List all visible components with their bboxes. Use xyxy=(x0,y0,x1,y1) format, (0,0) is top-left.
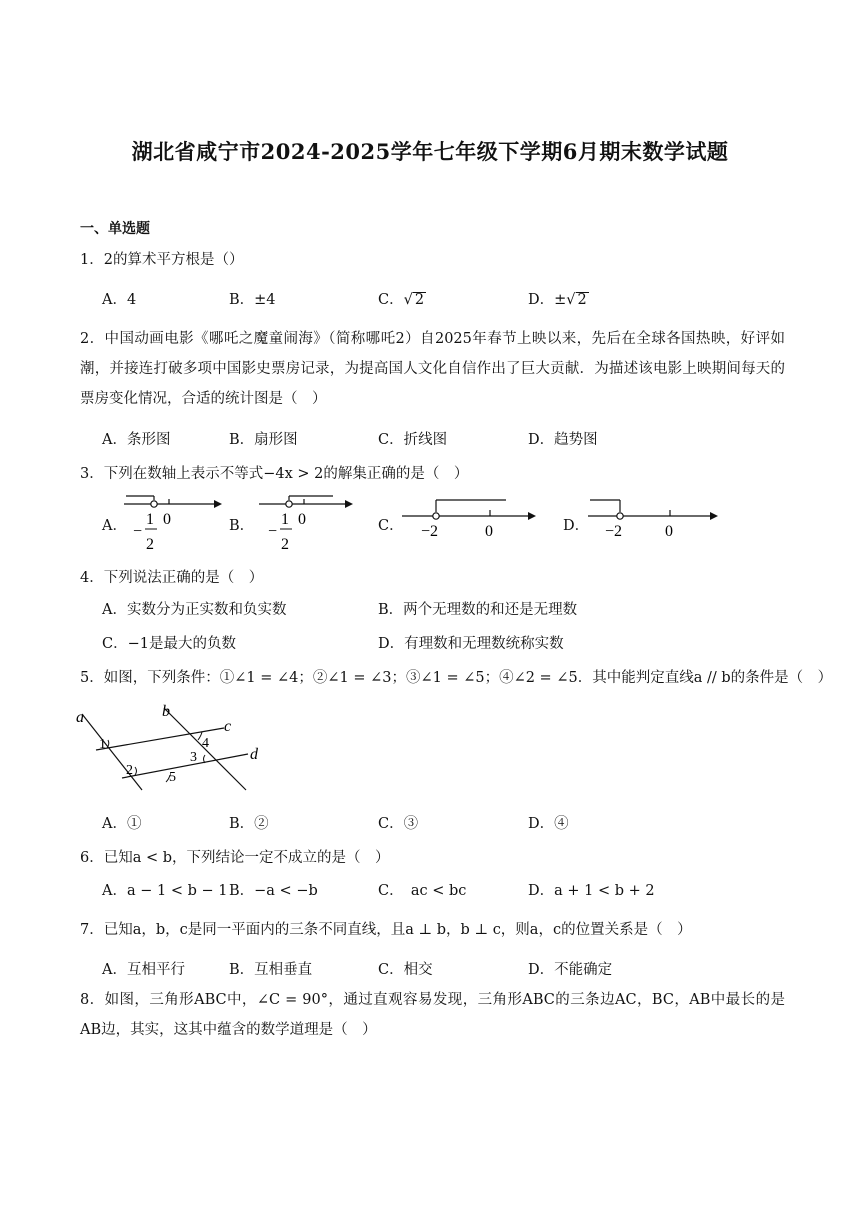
q1-option-d: D．±√ 2 xyxy=(528,292,587,308)
angle-4-label: 4 xyxy=(202,736,209,751)
angle-2-label: 2 xyxy=(126,763,133,778)
line-d-label: d xyxy=(250,746,258,763)
question-8-stem: 8．如图，三角形ABC中，∠C = 90°，通过直观容易发现，三角形ABC的三条边AC，BC，AB中最长的是AB边，其实，这其中蕴含的数学道理是（ ） xyxy=(80,992,785,1038)
line-c-label: c xyxy=(224,718,232,735)
page-title: 湖北省咸宁市2024-2025学年七年级下学期6月期末数学试题 xyxy=(131,139,729,164)
q6-option-c: C． ac < bc xyxy=(378,883,467,899)
q2-option-c: C．折线图 xyxy=(378,432,448,448)
question-7-stem: 7．已知a，b，c是同一平面内的三条不同直线，且a ⊥ b，b ⊥ c，则a，c的位置关系是（ ） xyxy=(80,922,692,938)
question-5-stem: 5．如图，下列条件：①∠1 = ∠4；②∠1 = ∠3；③∠1 = ∠5；④∠2 = ∠5．其中能判定直线a // b的条件是（ ） xyxy=(80,670,833,686)
half-denominator: 2 xyxy=(281,536,289,553)
minus-sign: − xyxy=(133,523,143,540)
q1-option-c-radicand: 2 xyxy=(414,292,425,308)
q7-option-d: D．不能确定 xyxy=(528,962,613,978)
section-heading: 一、单选题 xyxy=(80,221,150,237)
angle-5-label: 5 xyxy=(169,770,176,785)
zero-label: 0 xyxy=(665,523,673,540)
q1-option-b: B．±4 xyxy=(229,292,276,308)
q7-option-a: A．互相平行 xyxy=(102,962,185,978)
q3-option-d-label: D． xyxy=(563,518,590,534)
q1-option-d-radicand: 2 xyxy=(577,292,587,308)
q2-option-b: B．扇形图 xyxy=(229,432,298,448)
q5-option-d: D．④ xyxy=(528,816,569,832)
q4-option-a: A．实数分为正实数和负实数 xyxy=(102,602,287,618)
q6-option-d: D．a + 1 < b + 2 xyxy=(528,883,655,899)
q5-lines-figure xyxy=(74,698,274,798)
q7-option-c: C．相交 xyxy=(378,962,433,978)
q1-option-c-prefix: C． xyxy=(378,292,404,308)
q4-option-b: B．两个无理数的和还是无理数 xyxy=(378,602,578,618)
q5-option-b: B．② xyxy=(229,816,269,832)
line-b-label: b xyxy=(162,703,170,720)
angle-3-label: 3 xyxy=(190,750,197,765)
question-3-stem: 3．下列在数轴上表示不等式−4x > 2的解集正确的是（ ） xyxy=(80,466,469,482)
half-numerator: 1 xyxy=(281,511,289,528)
q1-option-d-prefix: D．± xyxy=(528,292,567,308)
q3-option-b-label: B． xyxy=(229,518,255,534)
question-4-stem: 4．下列说法正确的是（ ） xyxy=(80,570,264,586)
q1-option-a: A．4 xyxy=(102,292,137,308)
line-a-label: a xyxy=(76,709,84,726)
q3-number-line-a xyxy=(118,488,228,554)
question-1-stem: 1．2的算术平方根是（） xyxy=(80,252,244,268)
q2-option-a: A．条形图 xyxy=(102,432,171,448)
zero-label: 0 xyxy=(298,511,306,528)
q5-option-a: A．① xyxy=(102,816,142,832)
half-numerator: 1 xyxy=(146,511,154,528)
q5-option-c: C．③ xyxy=(378,816,419,832)
angle-1-label: 1 xyxy=(99,737,106,752)
question-2-stem: 2．中国动画电影《哪吒之魔童闹海》（简称哪吒2）自2025年春节上映以来，先后在全球各国热映，好评如潮，并接连打破多项中国影史票房记录，为提高国人文化自信作出了巨大贡献．为描述该电影上映期间每天的票房变化情况，合适的统计图是（ ） xyxy=(80,331,785,407)
q3-number-line-b xyxy=(253,488,363,554)
question-6-stem: 6．已知a < b，下列结论一定不成立的是（ ） xyxy=(80,850,390,866)
q6-option-b: B．−a < −b xyxy=(229,883,318,899)
q3-number-line-d xyxy=(584,494,724,544)
q3-number-line-c xyxy=(398,494,548,544)
q4-option-c: C．−1是最大的负数 xyxy=(102,636,236,652)
q3-option-a-label: A． xyxy=(102,518,127,534)
half-denominator: 2 xyxy=(146,536,154,553)
q1-option-c: C．√ 2 xyxy=(378,292,425,308)
q7-option-b: B．互相垂直 xyxy=(229,962,313,978)
q4-option-d: D．有理数和无理数统称实数 xyxy=(378,636,564,652)
q2-option-d: D．趋势图 xyxy=(528,432,598,448)
q3-option-c-label: C． xyxy=(378,518,404,534)
q6-option-a: A．a − 1 < b − 1 xyxy=(102,883,228,899)
zero-label: 0 xyxy=(485,523,493,540)
neg-two-label: −2 xyxy=(605,523,623,540)
zero-label: 0 xyxy=(163,511,171,528)
neg-two-label: −2 xyxy=(421,523,439,540)
minus-sign: − xyxy=(268,523,278,540)
